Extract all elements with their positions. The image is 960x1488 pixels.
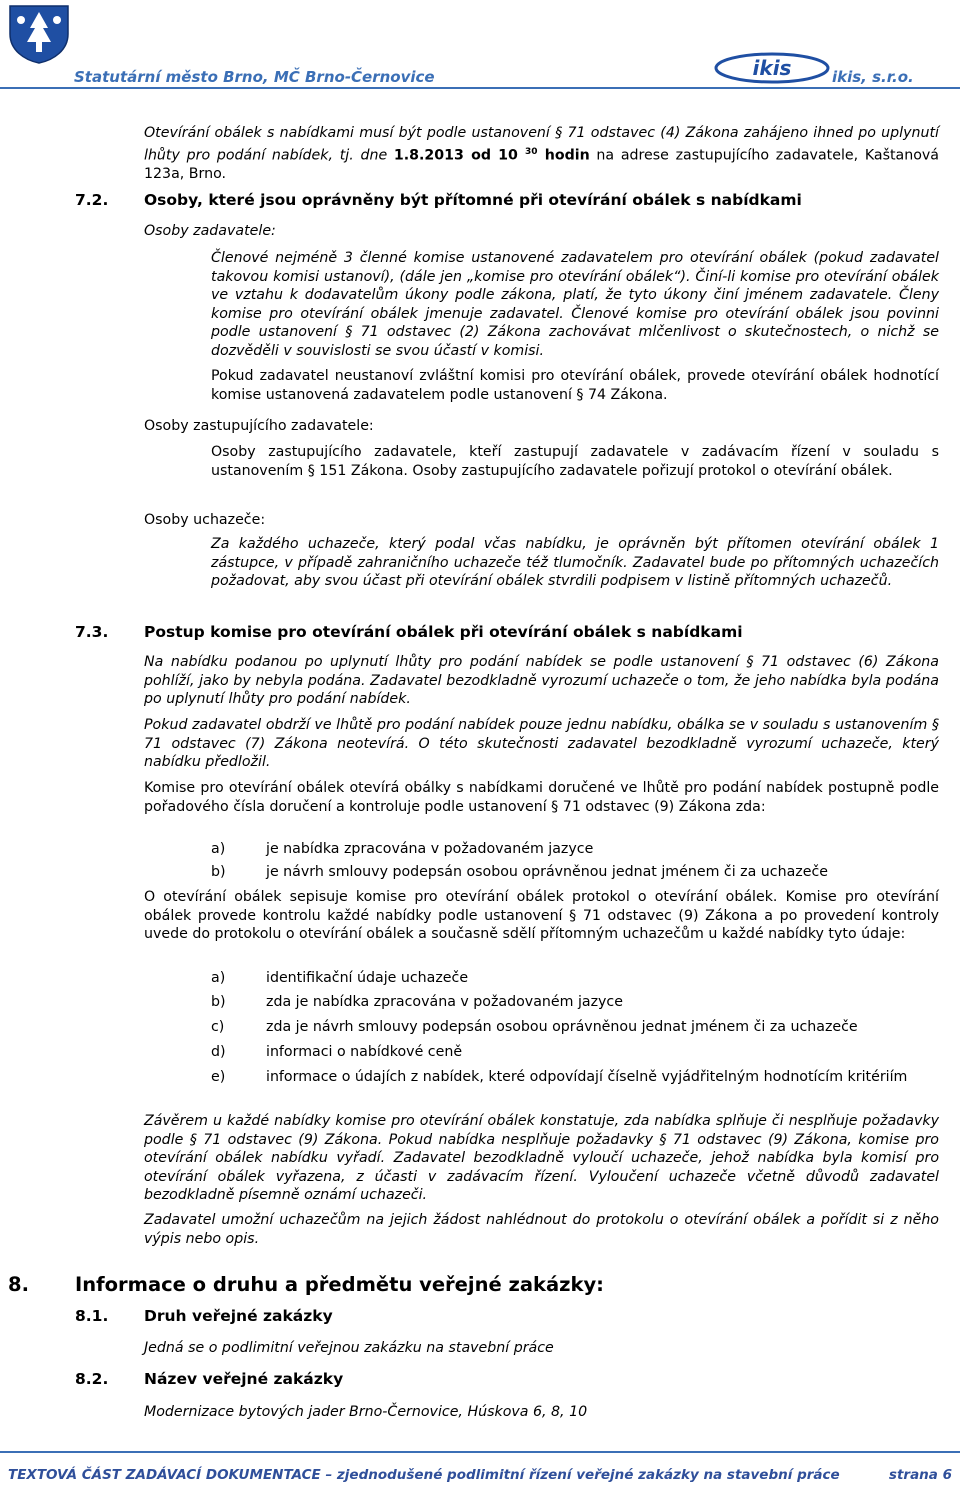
- list1-item-b-text: je návrh smlouvy podepsán osobou oprávněnou jednat jménem či za uchazeče: [266, 864, 828, 880]
- header-company: ikis, s.r.o.: [832, 68, 914, 86]
- list2-item-d-letter: d): [211, 1044, 226, 1060]
- list2-item-a-letter: a): [211, 970, 226, 986]
- footer-divider: [0, 1451, 960, 1453]
- city-crest-logo: [8, 4, 70, 64]
- section-8-2-text: Modernizace bytových jader Brno-Černovice, Húskova 6, 8, 10: [144, 1404, 588, 1420]
- list2-item-d-text: informaci o nabídkové ceně: [266, 1044, 463, 1060]
- section-8-title: Informace o druhu a předmětu veřejné zakázky:: [75, 1273, 604, 1296]
- intro-time-sup: 30: [525, 146, 538, 157]
- section-8-1-text: Jedná se o podlimitní veřejnou zakázku na stavební práce: [144, 1340, 554, 1356]
- zastupujici-paragraph: Osoby zastupujícího zadavatele, kteří zastupují zadavatele v zadávacím řízení v souladu s ustanovením § 151 Zákona. Osoby zastupujícího zadavatele pořizují protokol o otevírání obálek.: [211, 444, 939, 479]
- intro-text-1: Otevírání obálek s nabídkami musí být podle ustanovení: [144, 125, 556, 141]
- intro-date: 1.8.2013 od 10: [393, 147, 526, 164]
- section-7-3-paragraph-6: Zadavatel umožní uchazečům na jejich žádost nahlédnout do protokolu o otevírání obálek a pořídit si z něho výpis nebo opis.: [144, 1212, 939, 1247]
- intro-text-2: na adrese zastupujícího zadavatele, Kaštanová 123a, Brno.: [144, 147, 940, 182]
- list2-item-c-letter: c): [211, 1019, 225, 1035]
- footer-text: TEXTOVÁ ČÁST ZADÁVACÍ DOKUMENTACE – zjednodušené podlimitní řízení veřejné zakázky na stavební práce: [8, 1467, 840, 1483]
- uchazece-label: Osoby uchazeče:: [144, 512, 266, 528]
- section-8-1-title: Druh veřejné zakázky: [144, 1307, 333, 1325]
- section-7-3-paragraph-5: Závěrem u každé nabídky komise pro otevírání obálek konstatuje, zda nabídka splňuje či nesplňuje požadavky podle § 71 odstavec (9) Zákona. Pokud nabídka nesplňuje požadavky § 71 odstavec (9) Zákona, komise pro otevírání obálek nabídku vyřadí. Zadavatel bezodkladně vyloučí uchazeče, jehož nabídka byla komisí pro otevírání obálek vyřazena, z účasti v zadávacím řízení. Vyloučení uchazeče včetně důvodů zadavatel bezodkladně písemně oznámí uchazeči.: [144, 1113, 939, 1203]
- section-7-2-title: Osoby, které jsou oprávněny být přítomné při otevírání obálek s nabídkami: [144, 191, 802, 209]
- list1-item-b-letter: b): [211, 864, 226, 880]
- ikis-logo-text: ikis: [752, 56, 792, 80]
- list2-item-c-text: zda je návrh smlouvy podepsán osobou oprávněnou jednat jménem či za uchazeče: [266, 1019, 858, 1035]
- list2-item-a-text: identifikační údaje uchazeče: [266, 970, 469, 986]
- footer: [8, 1467, 952, 1483]
- zadavatel-label: Osoby zadavatele:: [144, 223, 276, 239]
- list2-item-e-text: informace o údajích z nabídek, které odpovídají číselně vyjádřitelným hodnotícím kritériím: [266, 1069, 908, 1085]
- section-7-3-paragraph-3: Komise pro otevírání obálek otevírá obálky s nabídkami doručené ve lhůtě pro podání nabídek postupně podle pořadového čísla doručení a kontroluje podle ustanovení § 71 odstavec (9) Zákona zda:: [144, 780, 939, 815]
- intro-ref: § 71 odstavec (4) Zákona zahájeno ihned po uplynutí lhůty pro podání nabídek, tj. dne: [144, 125, 939, 164]
- list2-item-b-letter: b): [211, 994, 226, 1010]
- intro-hodin: hodin: [537, 147, 590, 164]
- section-8-1-number: 8.1.: [75, 1307, 109, 1325]
- section-7-2-number: 7.2.: [75, 191, 109, 209]
- zadavatel-paragraph-2: Pokud zadavatel neustanoví zvláštní komisi pro otevírání obálek, provede otevírání obálek hodnotící komise ustanovená zadavatelem podle ustanovení § 74 Zákona.: [211, 368, 939, 403]
- list1-item-a-text: je nabídka zpracována v požadovaném jazyce: [266, 841, 594, 857]
- uchazece-paragraph: Za každého uchazeče, který podal včas nabídku, je oprávněn být přítomen otevírání obálek 1 zástupce, v případě zahraničního uchazeče též tlumočník. Zadavatel bude po přítomných uchazečích požadovat, aby svou účast při otevírání obálek stvrdili podpisem v listině přítomných uchazečů.: [211, 536, 939, 589]
- list1-item-a-letter: a): [211, 841, 226, 857]
- footer-page-number: strana 6: [888, 1467, 952, 1483]
- section-7-3-paragraph-2: Pokud zadavatel obdrží ve lhůtě pro podání nabídek pouze jednu nabídku, obálka se v souladu s ustanovením § 71 odstavec (7) Zákona neotevírá. O této skutečnosti zadavatel bezodkladně vyrozumí uchazeče, který nabídku předložil.: [144, 717, 939, 770]
- section-8-2-title: Název veřejné zakázky: [144, 1370, 344, 1388]
- ikis-logo: [712, 50, 832, 88]
- section-7-3-title: Postup komise pro otevírání obálek při otevírání obálek s nabídkami: [144, 623, 743, 641]
- header-divider: [0, 87, 960, 89]
- zastupujici-label: Osoby zastupujícího zadavatele:: [144, 418, 374, 434]
- section-7-3-paragraph-4: O otevírání obálek sepisuje komise pro otevírání obálek protokol o otevírání obálek. Komise pro otevírání obálek provede kontrolu každé nabídky podle ustanovení § 71 odstavec (9) Zákona a po provedení kontroly uvede do protokolu o otevírání obálek a současně sdělí přítomným uchazečům u každé nabídky tyto údaje:: [144, 889, 939, 942]
- section-8-2-number: 8.2.: [75, 1370, 109, 1388]
- section-7-3-number: 7.3.: [75, 623, 109, 641]
- header-title: Statutární město Brno, MČ Brno-Černovice: [74, 68, 435, 86]
- list2-item-e-letter: e): [211, 1069, 226, 1085]
- zadavatel-paragraph-1: Členové nejméně 3 členné komise ustanovené zadavatelem pro otevírání obálek (pokud zadavatel takovou komisi ustanoví), (dále jen „komise pro otevírání obálek“). Činí-li komise pro otevírání obálek ve vztahu k dodavatelům úkony podle zákona, platí, že tyto úkony činí jménem zadavatele. Členy komise pro otevírání obálek jmenuje zadavatel. Členové komise pro otevírání obálek jsou povinni podle ustanovení § 71 odstavec (2) Zákona zachovávat mlčenlivost o skutečnostech, o nichž se dozvěděli v souvislosti se svou účastí v komisi.: [211, 250, 939, 359]
- section-8-number: 8.: [8, 1273, 29, 1296]
- list2-item-b-text: zda je nabídka zpracována v požadovaném jazyce: [266, 994, 623, 1010]
- section-7-3-paragraph-1: Na nabídku podanou po uplynutí lhůty pro podání nabídek se podle ustanovení § 71 odstavec (6) Zákona pohlíží, jako by nebyla podána. Zadavatel bezodkladně vyrozumí uchazeče o tom, že jeho nabídka byla podána po uplynutí lhůty pro podání nabídek.: [144, 654, 939, 707]
- intro-paragraph: [144, 124, 939, 183]
